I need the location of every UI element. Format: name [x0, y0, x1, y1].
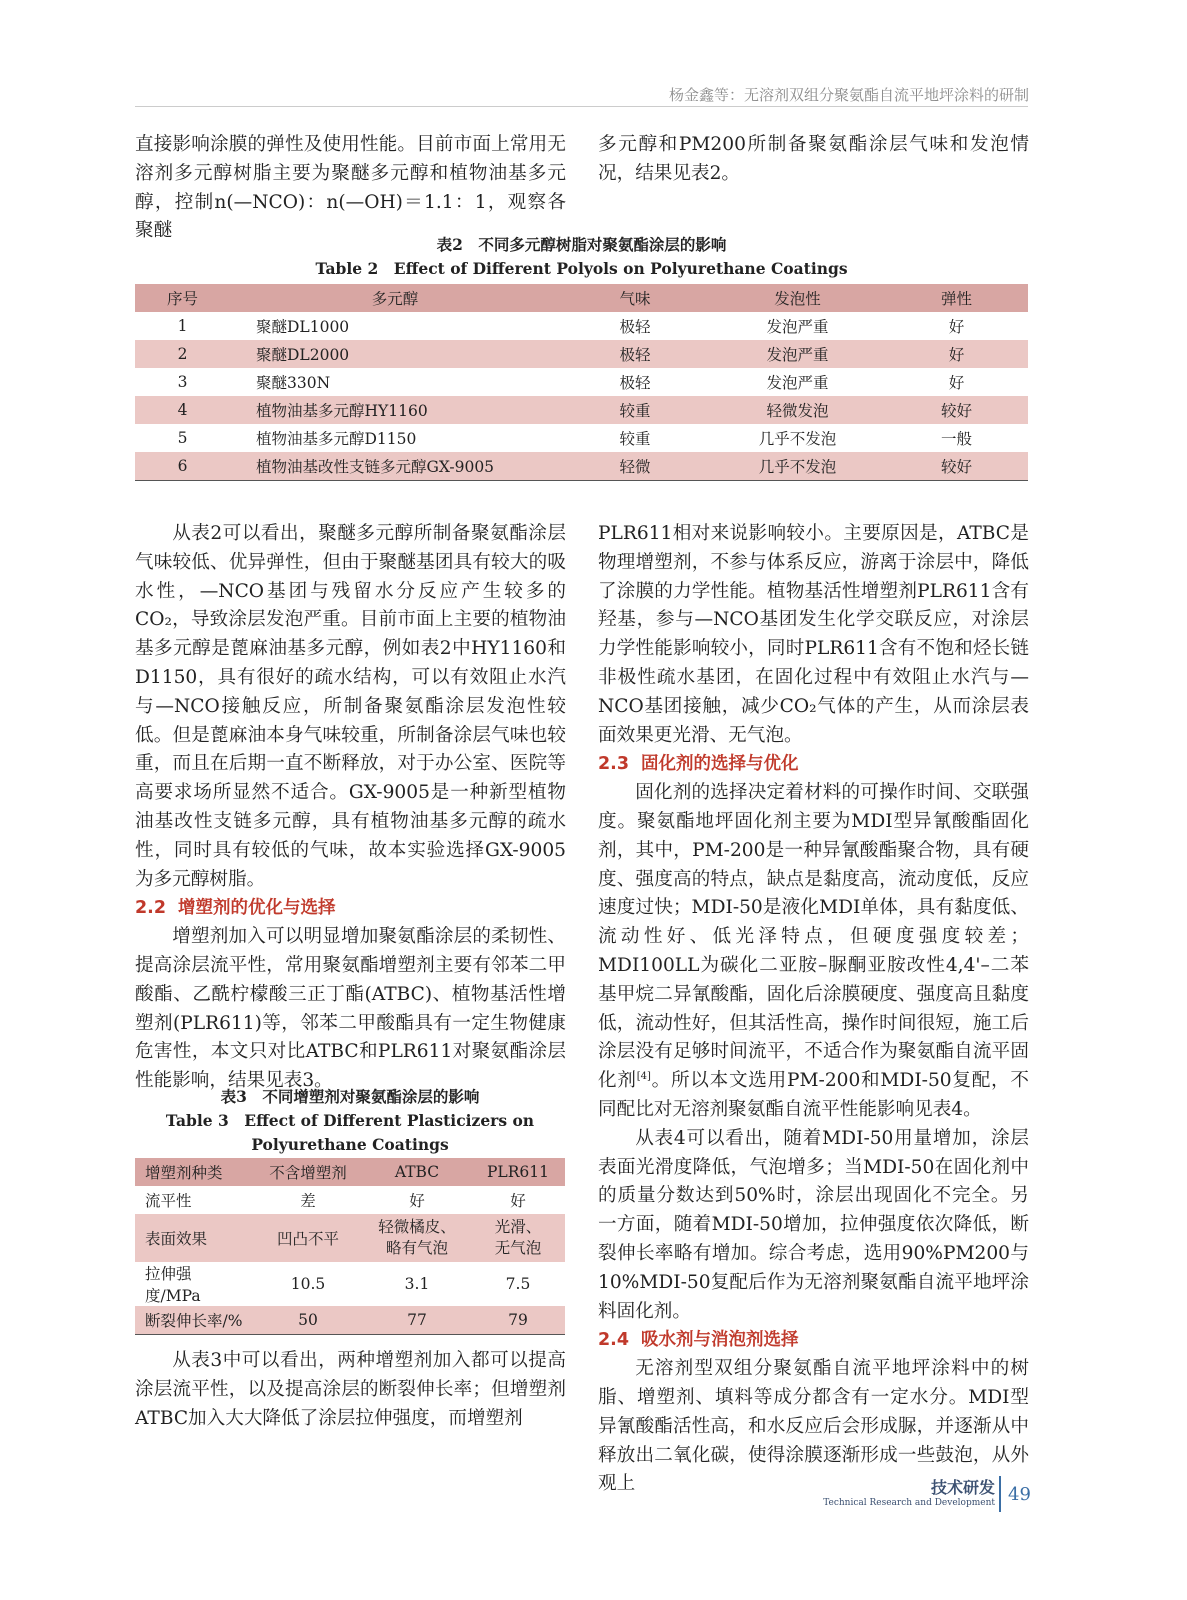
table-cell: 4	[177, 401, 188, 419]
table-cell: 光滑、无气泡	[494, 1218, 542, 1257]
table-cell: 好	[948, 346, 965, 364]
section-number: 2.3	[598, 754, 630, 775]
table3-title-cn: 表3 不同增塑剂对聚氨酯涂层的影响	[220, 1087, 480, 1106]
table-cell: 聚醚DL2000	[256, 346, 350, 364]
table-cell: 凹凸不平	[276, 1230, 339, 1248]
paragraph: 增塑剂加入可以明显增加聚氨酯涂层的柔韧性、提高涂层流平性，常用聚氨酯增塑剂主要有邻苯二甲酸酯、乙酰柠檬酸三正丁酯(ATBC)、植物基活性增塑剂(PLR611)等，邻苯二甲酸酯具有一定生物健康危害性，本文只对比ATBC和PLR611对聚氨酯涂层性能影响，结果见表3。	[135, 926, 566, 1092]
table-cell: 极轻	[619, 318, 651, 336]
section-number: 2.4	[598, 1330, 630, 1351]
paragraph: 无溶剂型双组分聚氨酯自流平地坪涂料中的树脂、增塑剂、填料等成分都含有一定水分。MDI型异氰酸酯活性高，和水反应后会形成脲，并逐渐从中释放出二氧化碳，使得涂膜逐渐形成一些鼓泡，从外观上	[598, 1358, 1029, 1495]
left-column	[135, 520, 566, 1096]
table-cell: 好	[409, 1192, 425, 1210]
table-cell: 聚醚330N	[256, 374, 331, 392]
citation-ref[interactable]: [4]	[636, 1070, 651, 1082]
top-right-column	[598, 131, 1029, 189]
page-number: 49	[1008, 1484, 1031, 1505]
table-row	[135, 312, 1028, 340]
table-row	[135, 1306, 565, 1335]
table-row	[135, 368, 1028, 396]
table-header: 发泡性	[774, 290, 821, 308]
paragraph	[598, 779, 1029, 1125]
table-row	[135, 452, 1028, 481]
table-cell: 表面效果	[145, 1230, 208, 1248]
table-cell: 轻微发泡	[766, 402, 829, 420]
table-row	[135, 1186, 565, 1214]
section-number: 2.2	[135, 898, 167, 919]
footer-section-en: Technical Research and Development	[823, 1498, 995, 1508]
footer-section-cn: 技术研发	[930, 1478, 995, 1497]
table-cell: 10.5	[290, 1275, 326, 1293]
table-cell: 植物油基多元醇HY1160	[256, 402, 428, 420]
table-row	[135, 1262, 565, 1306]
table-cell: 轻微	[619, 458, 651, 476]
table-header: 弹性	[940, 290, 972, 308]
left-column-bottom	[135, 1347, 566, 1433]
table-cell: 拉伸强度/MPa	[145, 1265, 201, 1305]
table-cell: 发泡严重	[766, 318, 829, 336]
section-title: 吸水剂与消泡剂选择	[641, 1330, 799, 1351]
table3-caption	[135, 1085, 565, 1157]
table3	[135, 1158, 565, 1335]
table-row	[135, 340, 1028, 368]
paragraph: 多元醇和PM200所制备聚氨酯涂层气味和发泡情况，结果见表2。	[598, 134, 1029, 184]
table2-title-cn: 表2 不同多元醇树脂对聚氨酯涂层的影响	[436, 235, 727, 254]
table-cell: 较好	[940, 458, 972, 476]
table-cell: 较重	[619, 402, 651, 420]
table-cell: 3.1	[404, 1275, 430, 1293]
table-row	[135, 424, 1028, 452]
table3-header-row	[135, 1158, 565, 1186]
table-cell: 6	[177, 457, 188, 475]
table-cell: 聚醚DL1000	[256, 318, 350, 336]
table-cell: 一般	[940, 430, 972, 448]
table-header: PLR611	[487, 1163, 549, 1181]
top-left-column	[135, 131, 566, 246]
table-cell: 植物油基改性支链多元醇GX-9005	[256, 458, 495, 476]
table-cell: 较好	[940, 402, 972, 420]
table-cell: 5	[177, 429, 188, 447]
paragraph-text: 。所以本文选用PM-200和MDI-50复配，不同配比对无溶剂聚氨酯自流平性能影响见表4。	[598, 1070, 1029, 1120]
table2	[135, 284, 1028, 481]
table-header: 不含增塑剂	[269, 1164, 347, 1182]
table-cell: 50	[298, 1311, 318, 1329]
table-cell: 差	[300, 1192, 316, 1210]
paragraph: 直接影响涂膜的弹性及使用性能。目前市面上常用无溶剂多元醇树脂主要为聚醚多元醇和植物油基多元醇，控制n(—NCO)：n(—OH)＝1.1：1，观察各聚醚	[135, 134, 566, 242]
section-heading-2-2	[135, 894, 566, 923]
table-row	[135, 1214, 565, 1262]
right-column	[598, 520, 1029, 1499]
table-cell: 植物油基多元醇D1150	[256, 430, 417, 448]
table-cell: 79	[508, 1311, 528, 1329]
table-row	[135, 396, 1028, 424]
table-header: 序号	[166, 290, 198, 308]
table-cell: 几乎不发泡	[758, 458, 837, 476]
table-cell: 轻微橘皮、略有气泡	[378, 1218, 456, 1257]
table-cell: 2	[177, 345, 188, 363]
table-header: ATBC	[394, 1163, 440, 1181]
table-cell: 断裂伸长率/%	[145, 1312, 243, 1330]
table-cell: 1	[177, 317, 188, 335]
table-cell: 好	[510, 1192, 526, 1210]
table-cell: 几乎不发泡	[758, 430, 837, 448]
table-cell: 7.5	[505, 1275, 531, 1293]
table-cell: 好	[948, 374, 965, 392]
paragraph: 从表3中可以看出，两种增塑剂加入都可以提高涂层流平性，以及提高涂层的断裂伸长率；但增塑剂ATBC加入大大降低了涂层拉伸强度，而增塑剂	[135, 1350, 566, 1429]
table-cell: 77	[407, 1311, 427, 1329]
table-header: 增塑剂种类	[145, 1164, 223, 1182]
footer-divider	[999, 1476, 1001, 1512]
table-cell: 极轻	[619, 346, 651, 364]
section-heading-2-3	[598, 750, 1029, 779]
paragraph: PLR611相对来说影响较小。主要原因是，ATBC是物理增塑剂，不参与体系反应，游离于涂层中，降低了涂膜的力学性能。植物基活性增塑剂PLR611含有羟基，参与—NCO基团发生化学交联反应，对涂层力学性能影响较小，同时PLR611含有不饱和烃长链非极性疏水基团，在固化过程中有效阻止水汽与—NCO基团接触，减少CO₂气体的产生，从而涂层表面效果更光滑、无气泡。	[598, 523, 1029, 746]
table2-title-en: Table 2 Effect of Different Polyols on Polyurethane Coatings	[315, 259, 848, 278]
table-cell: 3	[177, 373, 188, 391]
table-header: 气味	[619, 290, 651, 308]
table3-title-en: Table 3 Effect of Different Plasticizers on Polyurethane Coatings	[165, 1111, 535, 1154]
table2-header-row	[135, 284, 1028, 312]
table-cell: 发泡严重	[766, 346, 829, 364]
table-header: 多元醇	[371, 290, 419, 308]
table-cell: 较重	[619, 430, 651, 448]
table-cell: 流平性	[145, 1192, 192, 1210]
running-header: 杨金鑫等：无溶剂双组分聚氨酯自流平地坪涂料的研制	[668, 86, 1029, 104]
section-title: 固化剂的选择与优化	[641, 754, 799, 775]
section-title: 增塑剂的优化与选择	[178, 898, 336, 919]
paragraph: 从表4可以看出，随着MDI-50用量增加，涂层表面光滑度降低，气泡增多；当MDI-50在固化剂中的质量分数达到50%时，涂层出现固化不完全。另一方面，随着MDI-50增加，拉伸强度依次降低，断裂伸长率略有增加。综合考虑，选用90%PM200与10%MDI-50复配后作为无溶剂聚氨酯自流平地坪涂料固化剂。	[598, 1127, 1029, 1322]
table-cell: 好	[948, 318, 965, 336]
section-heading-2-4	[598, 1326, 1029, 1355]
header-rule	[135, 106, 1028, 107]
paragraph: 从表2可以看出，聚醚多元醇所制备聚氨酯涂层气味较低、优异弹性，但由于聚醚基团具有较大的吸水性，—NCO基团与残留水分反应产生较多的CO₂，导致涂层发泡严重。目前市面上主要的植物油基多元醇是蓖麻油基多元醇，例如表2中HY1160和D1150，具有很好的疏水结构，可以有效阻止水汽与—NCO接触反应，所制备聚氨酯涂层发泡性较低。但是蓖麻油本身气味较重，所制备涂层气味也较重，而且在后期一直不断释放，对于办公室、医院等高要求场所显然不适合。GX-9005是一种新型植物油基改性支链多元醇，具有植物油基多元醇的疏水性，同时具有较低的气味，故本实验选择GX-9005为多元醇树脂。	[135, 523, 566, 890]
table-cell: 发泡严重	[766, 374, 829, 392]
paragraph-text: 固化剂的选择决定着材料的可操作时间、交联强度。聚氨酯地坪固化剂主要为MDI型异氰酸酯固化剂，其中，PM-200是一种异氰酸酯聚合物，具有硬度、强度高的特点，缺点是黏度高，流动度低，反应速度过快；MDI-50是液化MDI单体，具有黏度低、流动性好、低光泽特点，但硬度强度较差；MDI100LL为碳化二亚胺–脲酮亚胺改性4,4'–二苯基甲烷二异氰酸酯，固化后涂膜硬度、强度高且黏度低，流动性好，但其活性高，操作时间很短，施工后涂层没有足够时间流平，不适合作为聚氨酯自流平固化剂	[598, 782, 1029, 1092]
table-cell: 极轻	[619, 374, 651, 392]
table2-caption	[135, 233, 1028, 281]
